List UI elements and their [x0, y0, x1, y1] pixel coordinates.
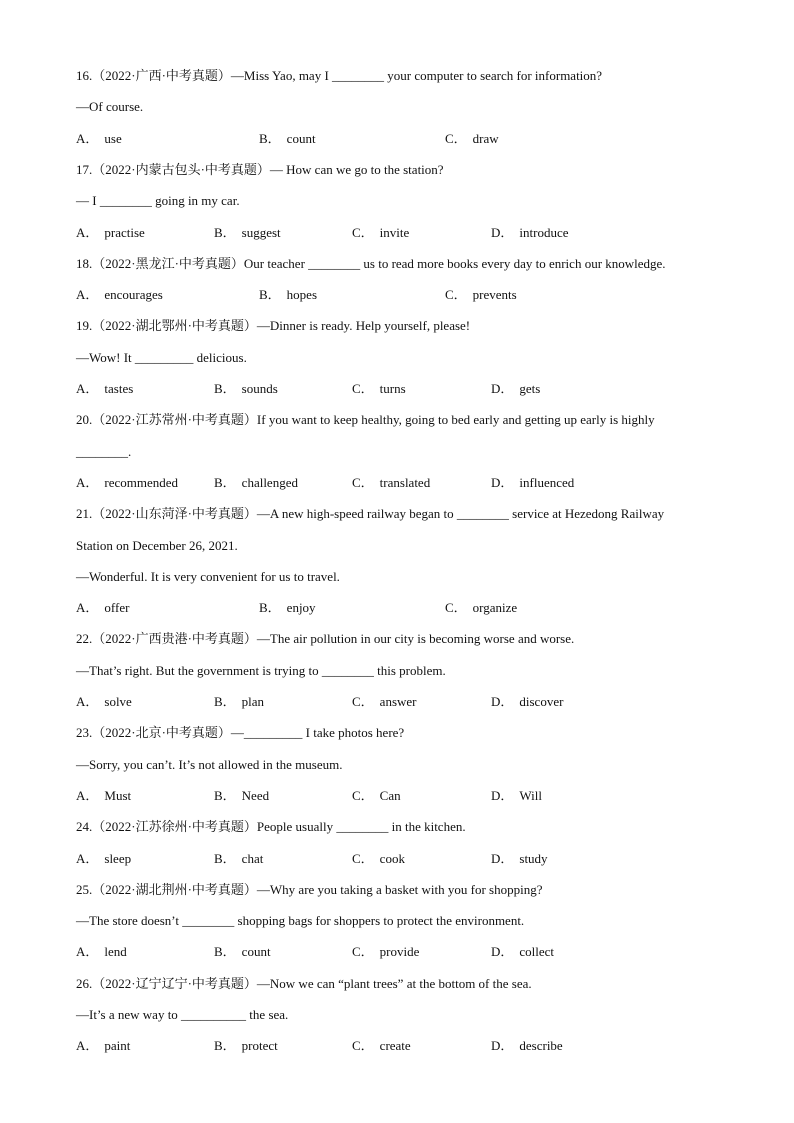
- answer-option[interactable]: [259, 286, 317, 304]
- option-letter: A．: [76, 694, 99, 709]
- option-letter: B．: [214, 1038, 236, 1053]
- option-text: describe: [519, 1038, 563, 1053]
- answer-options: [76, 1037, 756, 1055]
- option-letter: D．: [491, 225, 514, 240]
- answer-option[interactable]: [352, 787, 401, 805]
- question-text: —That’s right. But the government is trying to ________ this problem.: [76, 663, 446, 678]
- answer-option[interactable]: [491, 850, 548, 868]
- option-text: Can: [379, 788, 401, 803]
- answer-options: [76, 224, 756, 242]
- question-stem: 21.（2022·山东菏泽·中考真题）—A new high-speed railway began to ________ service at Hezedong Railway: [76, 506, 665, 521]
- option-letter: A．: [76, 131, 99, 146]
- answer-option[interactable]: [445, 130, 499, 148]
- answer-options: [76, 787, 756, 805]
- option-letter: D．: [491, 788, 514, 803]
- option-letter: A．: [76, 1038, 99, 1053]
- option-letter: B．: [214, 381, 236, 396]
- option-text: provide: [379, 944, 420, 959]
- question-text: —Wonderful. It is very convenient for us to travel.: [76, 569, 340, 584]
- option-text: study: [519, 851, 548, 866]
- answer-option[interactable]: [76, 850, 131, 868]
- option-text: hopes: [286, 287, 318, 302]
- option-letter: A．: [76, 225, 99, 240]
- answer-option[interactable]: [76, 943, 127, 961]
- question-text: Station on December 26, 2021.: [76, 538, 238, 553]
- option-text: answer: [379, 694, 417, 709]
- answer-option[interactable]: [76, 474, 178, 492]
- question-text: —Of course.: [76, 99, 144, 114]
- option-text: translated: [379, 475, 431, 490]
- answer-option[interactable]: [491, 380, 540, 398]
- answer-option[interactable]: [445, 599, 517, 617]
- answer-options: [76, 693, 756, 711]
- option-text: challenged: [241, 475, 298, 490]
- option-letter: B．: [259, 131, 281, 146]
- question-stem: 22.（2022·广西贵港·中考真题）—The air pollution in our city is becoming worse and worse.: [76, 631, 575, 646]
- answer-option[interactable]: [259, 599, 316, 617]
- option-letter: B．: [214, 694, 236, 709]
- option-text: enjoy: [286, 600, 316, 615]
- answer-options: [76, 943, 756, 961]
- answer-option[interactable]: [76, 286, 163, 304]
- option-letter: A．: [76, 944, 99, 959]
- option-text: influenced: [519, 475, 575, 490]
- answer-option[interactable]: [76, 380, 133, 398]
- option-letter: A．: [76, 381, 99, 396]
- answer-option[interactable]: [352, 224, 409, 242]
- option-text: sleep: [104, 851, 132, 866]
- option-letter: B．: [259, 600, 281, 615]
- option-letter: C．: [445, 287, 467, 302]
- question-stem: 16.（2022·广西·中考真题）—Miss Yao, may I ________ your computer to search for information?: [76, 68, 603, 83]
- option-letter: A．: [76, 788, 99, 803]
- option-text: tastes: [104, 381, 134, 396]
- answer-options: [76, 380, 756, 398]
- question-text: — I ________ going in my car.: [76, 193, 240, 208]
- answer-option[interactable]: [491, 474, 574, 492]
- question-text: ________.: [76, 444, 132, 459]
- answer-options: [76, 286, 756, 304]
- option-letter: C．: [445, 600, 467, 615]
- option-text: chat: [241, 851, 264, 866]
- answer-option[interactable]: [214, 474, 298, 492]
- option-text: count: [241, 944, 271, 959]
- option-text: invite: [379, 225, 410, 240]
- option-letter: A．: [76, 600, 99, 615]
- answer-option[interactable]: [214, 787, 269, 805]
- answer-options: [76, 474, 756, 492]
- question-stem: 26.（2022·辽宁辽宁·中考真题）—Now we can “plant trees” at the bottom of the sea.: [76, 976, 532, 991]
- option-text: encourages: [104, 287, 163, 302]
- option-text: organize: [472, 600, 518, 615]
- answer-option[interactable]: [214, 380, 278, 398]
- option-text: solve: [104, 694, 132, 709]
- answer-options: [76, 850, 756, 868]
- option-text: practise: [104, 225, 145, 240]
- option-letter: D．: [491, 944, 514, 959]
- option-letter: C．: [352, 475, 374, 490]
- answer-option[interactable]: [491, 693, 563, 711]
- option-letter: D．: [491, 694, 514, 709]
- option-letter: A．: [76, 475, 99, 490]
- option-letter: C．: [352, 851, 374, 866]
- option-letter: B．: [214, 851, 236, 866]
- answer-options: [76, 130, 756, 148]
- option-letter: C．: [352, 944, 374, 959]
- option-letter: B．: [214, 788, 236, 803]
- answer-options: [76, 599, 756, 617]
- answer-option[interactable]: [214, 943, 271, 961]
- option-letter: D．: [491, 381, 514, 396]
- question-stem: 23.（2022·北京·中考真题）—_________ I take photos here?: [76, 725, 405, 740]
- option-text: Need: [241, 788, 270, 803]
- option-letter: D．: [491, 475, 514, 490]
- question-stem: 19.（2022·湖北鄂州·中考真题）—Dinner is ready. Help yourself, please!: [76, 318, 471, 333]
- option-letter: D．: [491, 1038, 514, 1053]
- option-text: prevents: [472, 287, 517, 302]
- answer-option[interactable]: [214, 693, 264, 711]
- option-text: paint: [104, 1038, 131, 1053]
- option-text: gets: [519, 381, 541, 396]
- question-stem: 17.（2022·内蒙古包头·中考真题）— How can we go to the station?: [76, 162, 444, 177]
- option-letter: B．: [214, 944, 236, 959]
- answer-option[interactable]: [352, 474, 430, 492]
- option-letter: A．: [76, 287, 99, 302]
- answer-option[interactable]: [491, 943, 554, 961]
- answer-option[interactable]: [352, 943, 419, 961]
- option-text: suggest: [241, 225, 281, 240]
- answer-option[interactable]: [352, 380, 406, 398]
- question-text: —Wow! It _________ delicious.: [76, 350, 247, 365]
- option-letter: C．: [352, 694, 374, 709]
- option-letter: A．: [76, 851, 99, 866]
- option-text: Will: [519, 788, 542, 803]
- option-text: use: [104, 131, 122, 146]
- option-letter: C．: [352, 1038, 374, 1053]
- answer-option[interactable]: [76, 1037, 130, 1055]
- option-letter: C．: [352, 225, 374, 240]
- option-text: discover: [519, 694, 564, 709]
- question-stem: 24.（2022·江苏徐州·中考真题）People usually ________ in the kitchen.: [76, 819, 466, 834]
- option-text: create: [379, 1038, 411, 1053]
- answer-option[interactable]: [352, 850, 405, 868]
- option-letter: B．: [259, 287, 281, 302]
- option-letter: B．: [214, 225, 236, 240]
- option-text: sounds: [241, 381, 278, 396]
- question-text: —It’s a new way to __________ the sea.: [76, 1007, 289, 1022]
- question-stem: 18.（2022·黑龙江·中考真题）Our teacher ________ us to read more books every day to enrich our knowledge.: [76, 256, 666, 271]
- option-text: offer: [104, 600, 130, 615]
- answer-option[interactable]: [491, 1037, 563, 1055]
- option-letter: C．: [445, 131, 467, 146]
- option-text: Must: [104, 788, 132, 803]
- option-text: turns: [379, 381, 406, 396]
- answer-option[interactable]: [76, 693, 132, 711]
- option-text: protect: [241, 1038, 278, 1053]
- question-stem: 25.（2022·湖北荆州·中考真题）—Why are you taking a basket with you for shopping?: [76, 882, 543, 897]
- answer-option[interactable]: [445, 286, 517, 304]
- option-letter: C．: [352, 381, 374, 396]
- option-text: plan: [241, 694, 265, 709]
- answer-option[interactable]: [214, 1037, 278, 1055]
- answer-option[interactable]: [76, 787, 131, 805]
- answer-option[interactable]: [76, 224, 145, 242]
- option-text: count: [286, 131, 316, 146]
- answer-option[interactable]: [491, 787, 542, 805]
- question-text: —The store doesn’t ________ shopping bags for shoppers to protect the environment.: [76, 913, 525, 928]
- option-text: collect: [519, 944, 555, 959]
- option-letter: D．: [491, 851, 514, 866]
- option-text: lend: [104, 944, 127, 959]
- answer-option[interactable]: [491, 224, 568, 242]
- question-stem: 20.（2022·江苏常州·中考真题）If you want to keep healthy, going to bed early and getting up early is highly: [76, 412, 655, 427]
- option-letter: C．: [352, 788, 374, 803]
- question-text: —Sorry, you can’t. It’s not allowed in the museum.: [76, 757, 343, 772]
- answer-option[interactable]: [259, 130, 316, 148]
- option-text: cook: [379, 851, 405, 866]
- answer-option[interactable]: [76, 130, 122, 148]
- answer-option[interactable]: [214, 850, 263, 868]
- option-letter: B．: [214, 475, 236, 490]
- option-text: recommended: [104, 475, 179, 490]
- answer-option[interactable]: [352, 1037, 411, 1055]
- answer-option[interactable]: [352, 693, 417, 711]
- option-text: draw: [472, 131, 499, 146]
- answer-option[interactable]: [76, 599, 129, 617]
- answer-option[interactable]: [214, 224, 281, 242]
- option-text: introduce: [519, 225, 569, 240]
